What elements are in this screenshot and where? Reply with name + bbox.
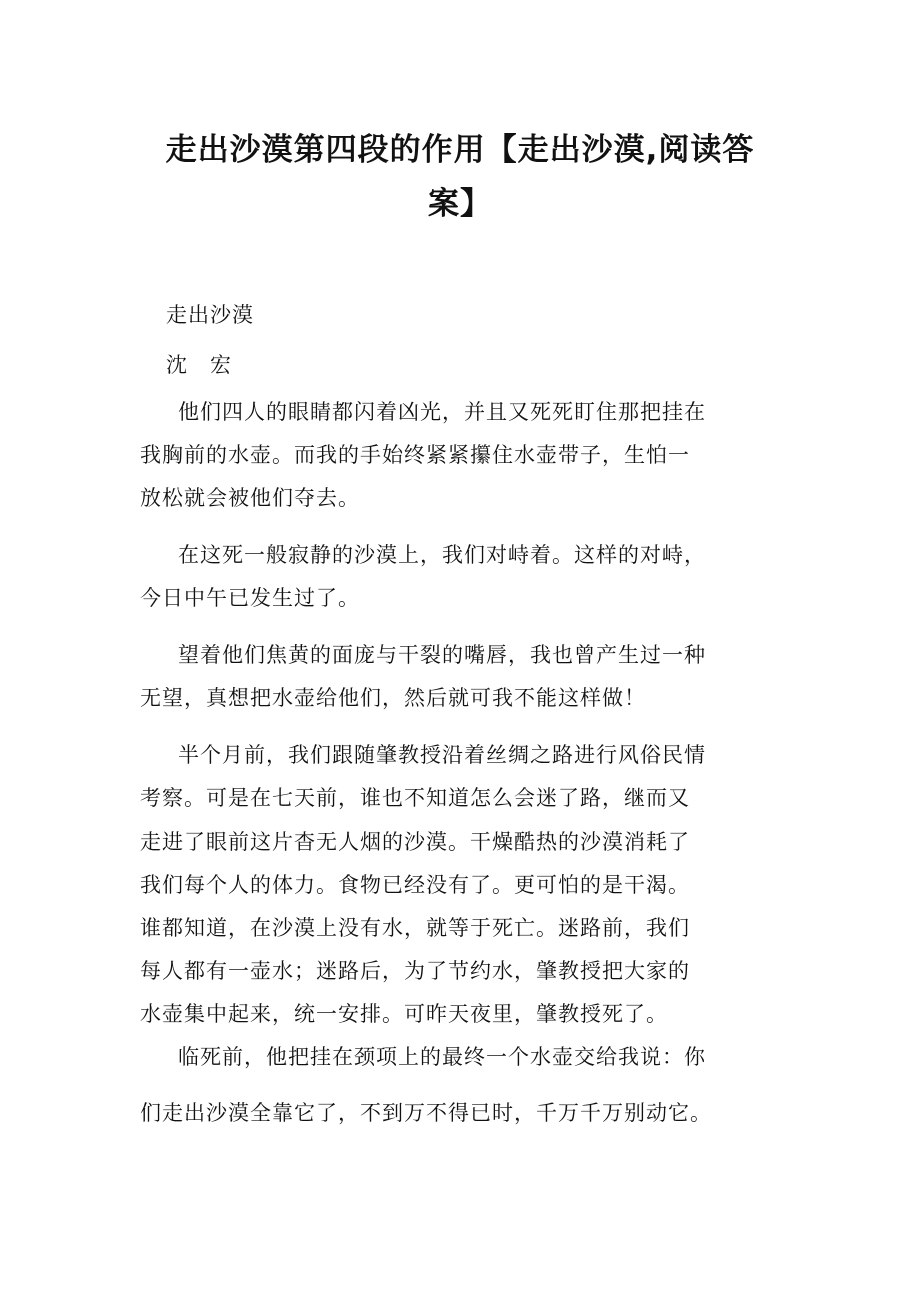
text-line: 今日中午已发生过了。 [140,586,360,610]
text-line: 我胸前的水壶。而我的手始终紧紧攥住水壶带子，生怕一 [140,443,690,467]
text-line: 考察。可是在七天前，谁也不知道怎么会迷了路，继而又 [140,786,690,810]
title-line-1: 走出沙漠第四段的作用【走出沙漠,阅读答 [165,132,755,168]
text-line: 谁都知道，在沙漠上没有水，就等于死亡。迷路前，我们 [140,916,690,940]
text-line: 走进了眼前这片杳无人烟的沙漠。干燥酷热的沙漠消耗了 [140,830,690,854]
author: 沈 宏 [166,353,232,377]
text-line: 临死前，他把挂在颈项上的最终一个水壶交给我说：你 [178,1045,706,1069]
text-line: 放松就会被他们夺去。 [140,486,360,510]
text-line: 们走出沙漠全靠它了，不到万不得已时，千万千万别动它。 [140,1101,712,1125]
text-line: 在这死一般寂静的沙漠上，我们对峙着。这样的对峙， [178,543,706,567]
text-line: 水壶集中起来，统一安排。可昨天夜里，肇教授死了。 [140,1002,668,1026]
text-line: 望着他们焦黄的面庞与干裂的嘴唇，我也曾产生过一种 [178,643,706,667]
text-line: 他们四人的眼睛都闪着凶光，并且又死死盯住那把挂在 [178,400,706,424]
text-line: 半个月前，我们跟随肇教授沿着丝绸之路进行风俗民情 [178,743,706,767]
title-line-2: 案】 [428,186,492,222]
text-line: 每人都有一壶水；迷路后，为了节约水，肇教授把大家的 [140,959,690,983]
text-line: 无望，真想把水壶给他们，然后就可我不能这样做！ [140,686,646,710]
text-line: 我们每个人的体力。食物已经没有了。更可怕的是干渴。 [140,873,690,897]
article-title: 走出沙漠 [166,303,254,327]
